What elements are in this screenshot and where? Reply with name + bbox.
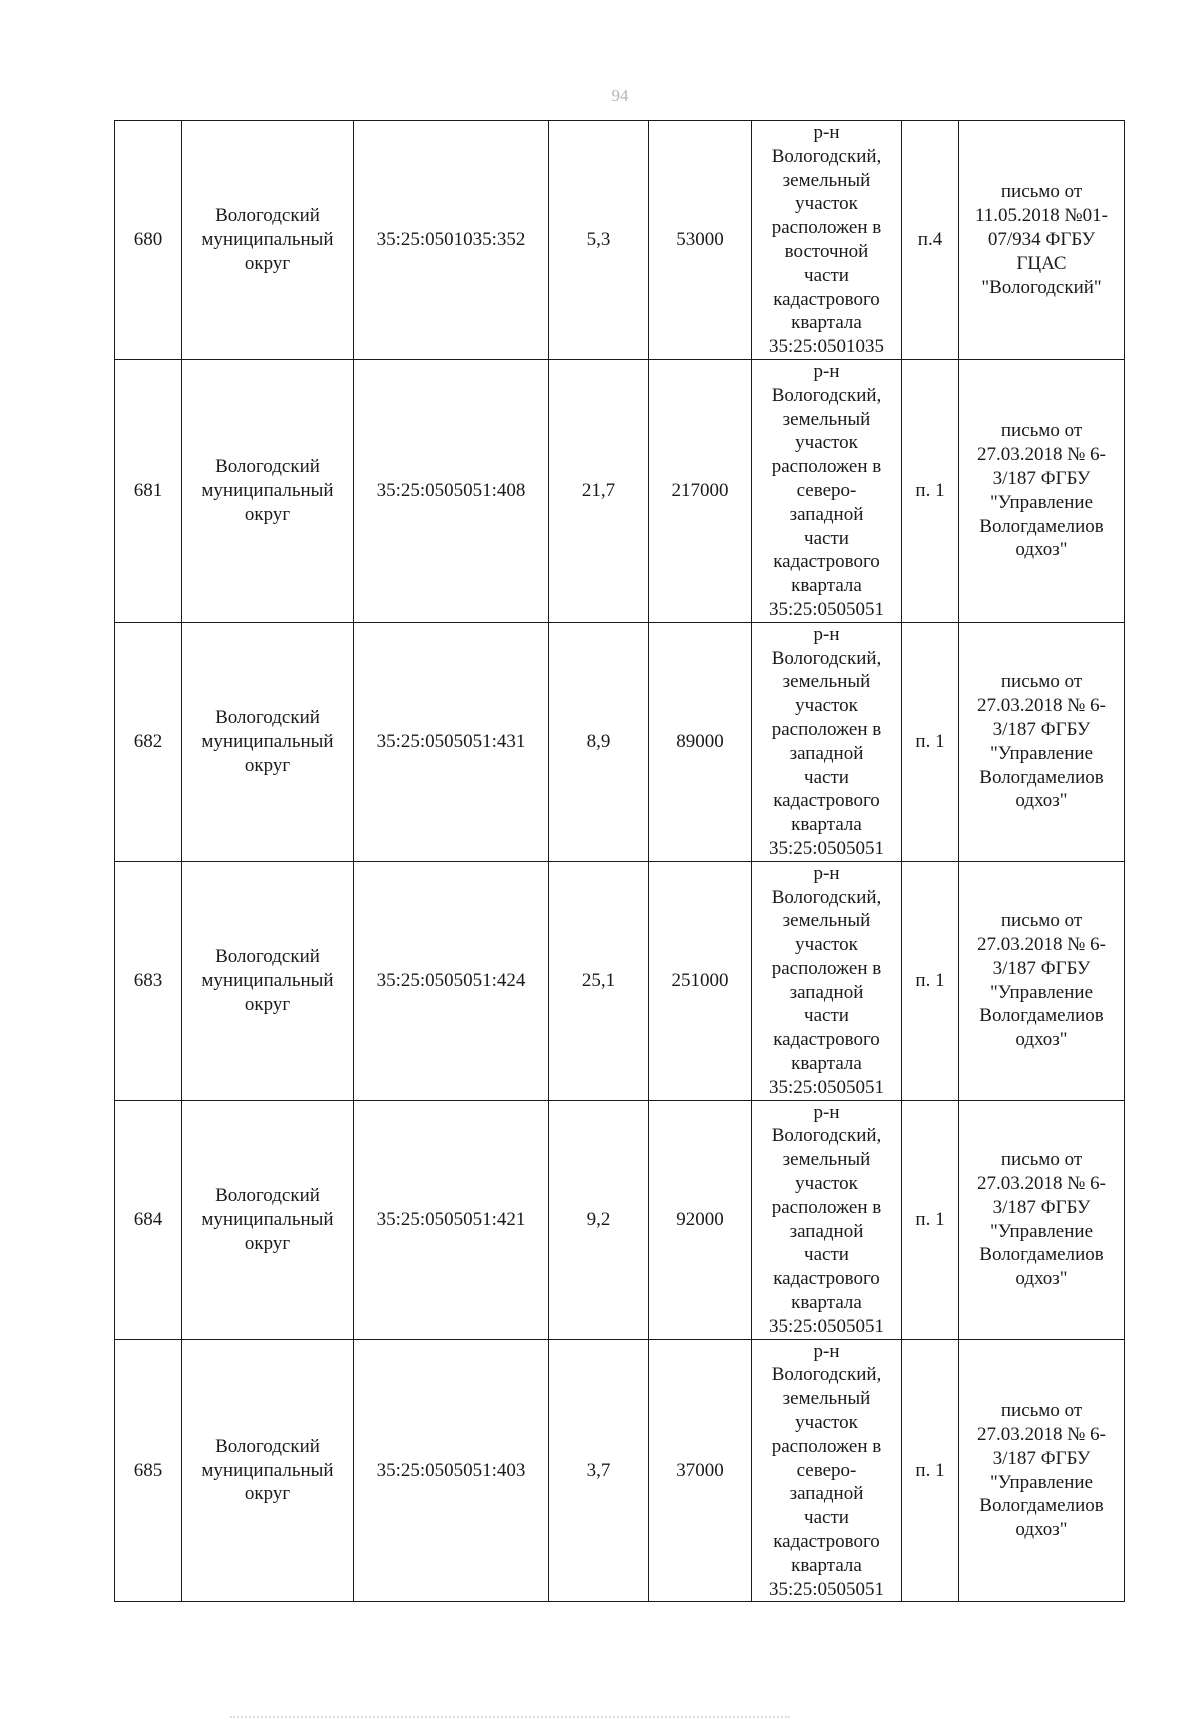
- area-hectares-cell: 3,7: [549, 1339, 649, 1602]
- source-document-cell: письмо от 27.03.2018 № 6- 3/187 ФГБУ "Управление Вологдамелиов одхоз": [959, 861, 1125, 1100]
- land-plots-table: [114, 120, 1125, 1602]
- source-document-cell: письмо от 11.05.2018 №01- 07/934 ФГБУ ГЦАС "Вологодский": [959, 121, 1125, 360]
- area-square-meters-cell: 53000: [649, 121, 752, 360]
- area-hectares-cell: 21,7: [549, 359, 649, 622]
- table-row: [115, 1339, 1125, 1602]
- table-row: [115, 622, 1125, 861]
- point-reference-cell: п. 1: [902, 359, 959, 622]
- cadastral-number-cell: 35:25:0505051:431: [354, 622, 549, 861]
- row-number-cell: 684: [115, 1100, 182, 1339]
- row-number-cell: 680: [115, 121, 182, 360]
- cadastral-number-cell: 35:25:0505051:403: [354, 1339, 549, 1602]
- municipality-cell: Вологодский муниципальный округ: [182, 861, 354, 1100]
- municipality-cell: Вологодский муниципальный округ: [182, 359, 354, 622]
- area-square-meters-cell: 251000: [649, 861, 752, 1100]
- area-hectares-cell: 5,3: [549, 121, 649, 360]
- location-description-cell: р-н Вологодский, земельный участок расположен в северо- западной части кадастрового квартала 35:25:0505051: [752, 1339, 902, 1602]
- source-document-cell: письмо от 27.03.2018 № 6- 3/187 ФГБУ "Управление Вологдамелиов одхоз": [959, 622, 1125, 861]
- area-square-meters-cell: 37000: [649, 1339, 752, 1602]
- table-row: [115, 359, 1125, 622]
- location-description-cell: р-н Вологодский, земельный участок расположен в северо- западной части кадастрового квартала 35:25:0505051: [752, 359, 902, 622]
- location-description-cell: р-н Вологодский, земельный участок расположен в западной части кадастрового квартала 35:25:0505051: [752, 1100, 902, 1339]
- table-row: [115, 121, 1125, 360]
- table-row: [115, 1100, 1125, 1339]
- location-description-cell: р-н Вологодский, земельный участок расположен в западной части кадастрового квартала 35:25:0505051: [752, 861, 902, 1100]
- area-hectares-cell: 25,1: [549, 861, 649, 1100]
- area-hectares-cell: 8,9: [549, 622, 649, 861]
- point-reference-cell: п. 1: [902, 1339, 959, 1602]
- location-description-cell: р-н Вологодский, земельный участок расположен в восточной части кадастрового квартала 35:25:0501035: [752, 121, 902, 360]
- source-document-cell: письмо от 27.03.2018 № 6- 3/187 ФГБУ "Управление Вологдамелиов одхоз": [959, 359, 1125, 622]
- source-document-cell: письмо от 27.03.2018 № 6- 3/187 ФГБУ "Управление Вологдамелиов одхоз": [959, 1100, 1125, 1339]
- area-hectares-cell: 9,2: [549, 1100, 649, 1339]
- municipality-cell: Вологодский муниципальный округ: [182, 1339, 354, 1602]
- municipality-cell: Вологодский муниципальный округ: [182, 121, 354, 360]
- location-description-cell: р-н Вологодский, земельный участок расположен в западной части кадастрового квартала 35:25:0505051: [752, 622, 902, 861]
- area-square-meters-cell: 217000: [649, 359, 752, 622]
- page-number: 94: [611, 86, 629, 105]
- point-reference-cell: п. 1: [902, 622, 959, 861]
- row-number-cell: 682: [115, 622, 182, 861]
- scan-artifact: [230, 1716, 790, 1724]
- cadastral-number-cell: 35:25:0505051:421: [354, 1100, 549, 1339]
- point-reference-cell: п. 1: [902, 861, 959, 1100]
- point-reference-cell: п.4: [902, 121, 959, 360]
- area-square-meters-cell: 92000: [649, 1100, 752, 1339]
- table-row: [115, 861, 1125, 1100]
- cadastral-number-cell: 35:25:0501035:352: [354, 121, 549, 360]
- row-number-cell: 683: [115, 861, 182, 1100]
- municipality-cell: Вологодский муниципальный округ: [182, 1100, 354, 1339]
- row-number-cell: 685: [115, 1339, 182, 1602]
- cadastral-number-cell: 35:25:0505051:408: [354, 359, 549, 622]
- cadastral-number-cell: 35:25:0505051:424: [354, 861, 549, 1100]
- municipality-cell: Вологодский муниципальный округ: [182, 622, 354, 861]
- row-number-cell: 681: [115, 359, 182, 622]
- point-reference-cell: п. 1: [902, 1100, 959, 1339]
- area-square-meters-cell: 89000: [649, 622, 752, 861]
- source-document-cell: письмо от 27.03.2018 № 6- 3/187 ФГБУ "Управление Вологдамелиов одхоз": [959, 1339, 1125, 1602]
